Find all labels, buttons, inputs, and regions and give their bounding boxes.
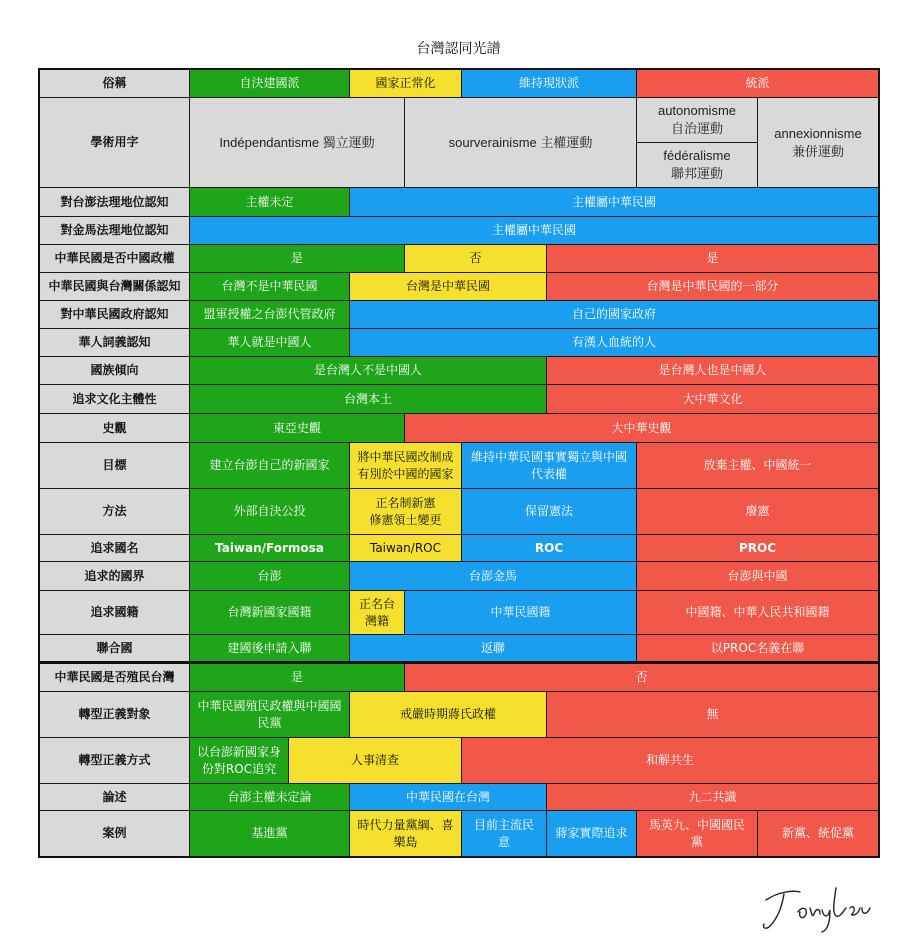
spectrum-cell: 否 [404,244,547,273]
spectrum-cell: annexionnisme 兼併運動 [757,97,879,188]
spectrum-cell: 盟軍授權之台澎代管政府 [189,300,350,329]
row-label: 華人詞義認知 [39,328,190,357]
spectrum-cell: 將中華民國改制成 有別於中國的國家 [349,442,462,489]
row-label: 中華民國是否中國政權 [39,244,190,273]
spectrum-cell: 主權未定 [189,187,350,217]
spectrum-cell: 有漢人血統的人 [349,328,879,357]
spectrum-cell: 蔣家實際追求 [546,810,637,857]
row-label: 論述 [39,783,190,811]
spectrum-cell: 是台灣人也是中國人 [546,356,879,385]
row-label: 轉型正義方式 [39,737,190,784]
spectrum-cell: 中華民國殖民政權與中國國 民黨 [189,691,350,738]
spectrum-cell: 維持中華民國事實獨立與中國 代表權 [461,442,637,489]
spectrum-cell: 否 [404,662,879,692]
spectrum-cell: 是 [189,662,405,692]
spectrum-cell: 返聯 [349,634,637,663]
row-label: 聯合國 [39,634,190,663]
spectrum-cell: 是 [189,244,405,273]
spectrum-cell: 台灣是中華民國 [349,272,547,301]
spectrum-cell: 台澎 [189,561,350,591]
spectrum-cell: 時代力量黨綱、喜 樂島 [349,810,462,857]
spectrum-cell: 大中華史觀 [404,413,879,443]
spectrum-cell: fédéralisme 聯邦運動 [636,142,758,188]
row-label: 俗稱 [39,69,190,98]
spectrum-cell: 保留憲法 [461,488,637,535]
spectrum-cell: 新黨、統促黨 [757,810,879,857]
row-label: 對台澎法理地位認知 [39,187,190,217]
spectrum-cell: 目前主流民 意 [461,810,547,857]
spectrum-cell: Taiwan/ROC [349,534,462,562]
spectrum-cell: 正名台 灣籍 [349,590,405,635]
spectrum-cell: 是台灣人不是中國人 [189,356,547,385]
spectrum-cell: 台澎主權未定論 [189,783,350,811]
spectrum-cell: 馬英九、中國國民 黨 [636,810,758,857]
spectrum-cell: 自己的國家政府 [349,300,879,329]
spectrum-cell: 台澎金馬 [349,561,637,591]
row-label: 方法 [39,488,190,535]
spectrum-cell: 九二共識 [546,783,879,811]
spectrum-cell: 台灣新國家國籍 [189,590,350,635]
row-label: 追求的國界 [39,561,190,591]
spectrum-cell: 以台澎新國家身 份對ROC追究 [189,737,289,784]
spectrum-cell: 主權屬中華民國 [189,216,879,245]
row-label: 案例 [39,810,190,857]
spectrum-cell: 主權屬中華民國 [349,187,879,217]
row-label: 追求國名 [39,534,190,562]
row-label: 追求國籍 [39,590,190,635]
spectrum-cell: 國家正常化 [349,69,462,98]
spectrum-cell: 中華民國籍 [404,590,637,635]
spectrum-cell: 東亞史觀 [189,413,405,443]
spectrum-cell: 台灣是中華民國的一部分 [546,272,879,301]
spectrum-cell: 以PROC名義在聯 [636,634,879,663]
chart-title: 台灣認同光譜 [416,41,501,57]
row-label: 追求文化主體性 [39,384,190,414]
spectrum-cell: 廢憲 [636,488,879,535]
spectrum-cell: 無 [546,691,879,738]
spectrum-cell: PROC [636,534,879,562]
spectrum-cell: 大中華文化 [546,384,879,414]
row-label: 中華民國與台灣關係認知 [39,272,190,301]
spectrum-cell: 華人就是中國人 [189,328,350,357]
spectrum-cell: 建立台澎自己的新國家 [189,442,350,489]
spectrum-cell: 放棄主權、中國統一 [636,442,879,489]
spectrum-cell: Taiwan/Formosa [189,534,350,562]
row-label: 學術用字 [39,97,190,188]
row-label: 轉型正義對象 [39,691,190,738]
spectrum-cell: 是 [546,244,879,273]
signature [758,878,878,938]
row-label: 對金馬法理地位認知 [39,216,190,245]
row-label: 對中華民國政府認知 [39,300,190,329]
spectrum-cell: 台灣不是中華民國 [189,272,350,301]
spectrum-cell: ROC [461,534,637,562]
spectrum-cell: 人事清查 [288,737,462,784]
spectrum-cell: 建國後申請入聯 [189,634,350,663]
spectrum-cell: 維持現狀派 [461,69,637,98]
spectrum-cell: 和解共生 [461,737,879,784]
row-label: 中華民國是否殖民台灣 [39,662,190,692]
spectrum-cell: Indépendantisme 獨立運動 [189,97,405,188]
spectrum-cell: 台澎與中國 [636,561,879,591]
row-label: 目標 [39,442,190,489]
row-label: 史觀 [39,413,190,443]
spectrum-cell: 正名制新憲 修憲領土變更 [349,488,462,535]
spectrum-cell: 台灣本土 [189,384,547,414]
row-label: 國族傾向 [39,356,190,385]
spectrum-cell: sourverainisme 主權運動 [404,97,637,188]
spectrum-cell: 自決建國派 [189,69,350,98]
spectrum-cell: 中華民國在台灣 [349,783,547,811]
spectrum-cell: autonomisme 自治運動 [636,97,758,143]
spectrum-cell: 戒嚴時期蔣氏政權 [349,691,547,738]
spectrum-cell: 中國籍、中華人民共和國籍 [636,590,879,635]
spectrum-cell: 基進黨 [189,810,350,857]
spectrum-cell: 外部自決公投 [189,488,350,535]
spectrum-cell: 統派 [636,69,879,98]
